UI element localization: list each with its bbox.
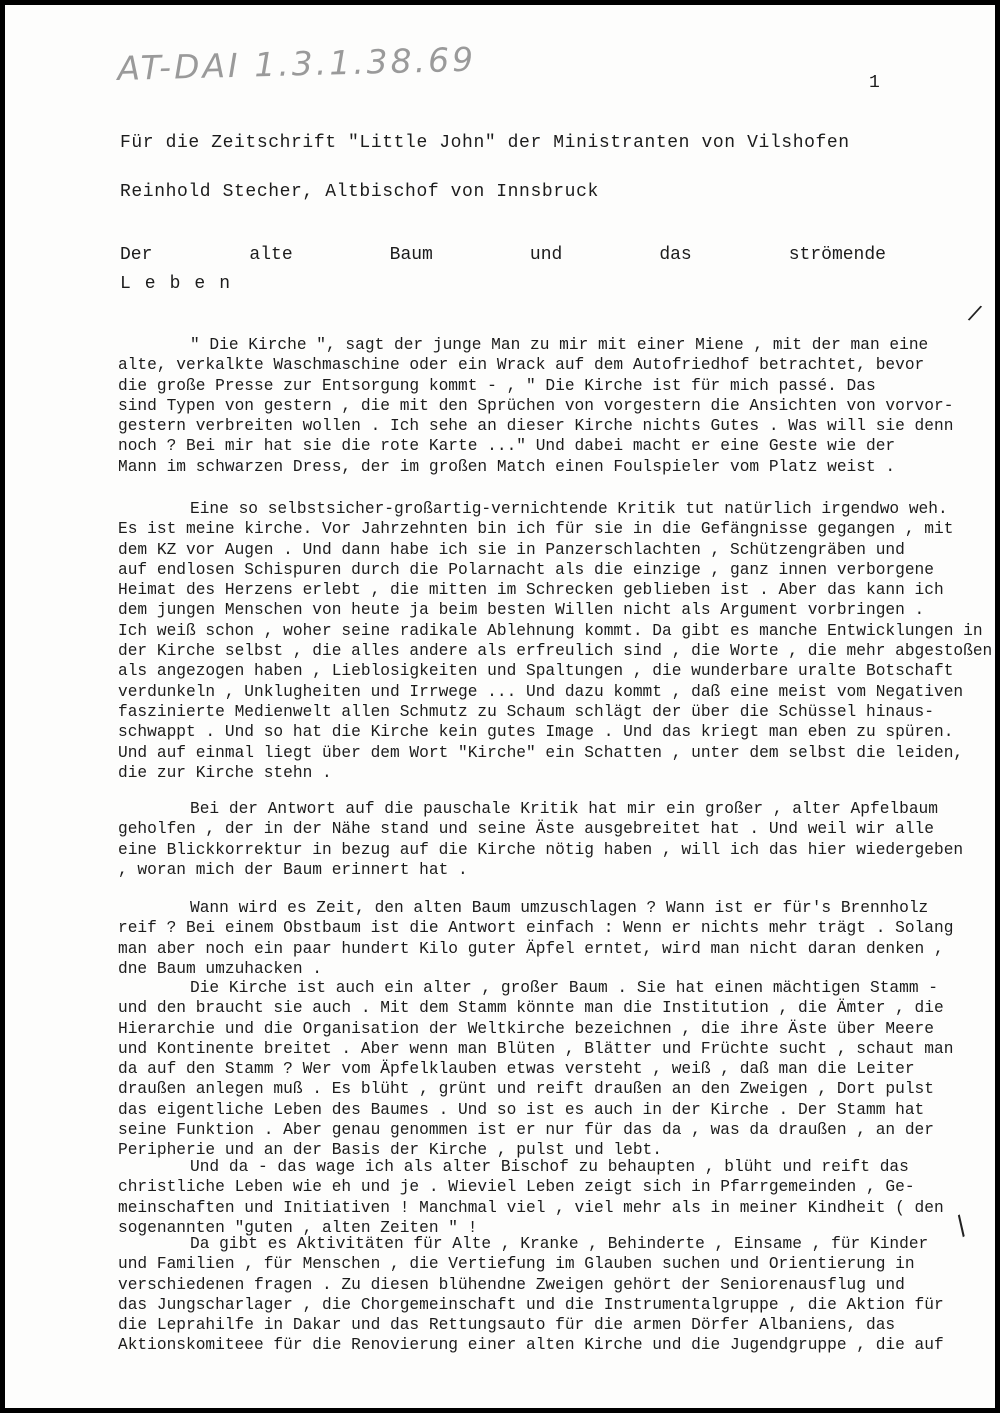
text-line: Eine so selbstsicher-großartig-vernichtende Kritik tut natürlich irgendwo weh. bbox=[190, 500, 948, 518]
text-line: verdunkeln , Unklugheiten und Irrwege ... Und dazu kommt , daß eine meist vom Negativen bbox=[118, 682, 964, 701]
title-letter: b bbox=[169, 274, 181, 294]
text-line: die Leprahilfe in Dakar und das Rettungsauto für die armen Dörfer Albaniens, das bbox=[118, 1316, 896, 1335]
text-line: und Familien , für Menschen , die Vertiefung im Glauben suchen und Orientierung in bbox=[118, 1255, 915, 1274]
text-line: meinschaften und Initiativen ! Manchmal viel , viel mehr als in meiner Kindheit ( den bbox=[118, 1198, 944, 1217]
text-line: das eigentliche Leben des Baumes . Und so ist es auch in der Kirche . Der Stamm hat bbox=[118, 1100, 925, 1119]
text-line: Wann wird es Zeit, den alten Baum umzuschlagen ? Wann ist er für's Brennholz bbox=[190, 899, 929, 917]
text-line: draußen anlegen muß . Es blüht , grünt und reift draußen an den Zweigen , Dort pulst bbox=[118, 1080, 934, 1099]
text-line: alte, verkalkte Waschmaschine oder ein Wrack auf dem Autofriedhof betrachtet, bevor bbox=[118, 356, 925, 375]
text-line: Die Kirche ist auch ein alter , großer Baum . Sie hat einen mächtigen Stamm - bbox=[190, 979, 938, 997]
text-line: dem KZ vor Augen . Und dann habe ich sie in Panzerschlachten , Schützengräben und bbox=[118, 540, 905, 559]
text-line: die große Presse zur Entsorgung kommt - , " Die Kirche ist für mich passé. Das bbox=[118, 376, 876, 395]
text-line: , woran mich der Baum erinnert hat . bbox=[118, 860, 468, 879]
text-line: verschiedenen fragen . Zu diesen blühendne Zweigen gehört der Seniorenausflug und bbox=[118, 1275, 905, 1294]
title-word: Baum bbox=[389, 245, 433, 265]
text-line: Es ist meine kirche. Vor Jahrzehnten bin ich für sie in die Gefängnisse gegangen , mit bbox=[118, 520, 954, 539]
text-line: gestern verbreiten wollen . Ich sehe an dieser Kirche nichts Gutes . Was will sie denn bbox=[118, 417, 954, 436]
title-word: alte bbox=[249, 245, 293, 265]
title-word: das bbox=[659, 245, 692, 265]
text-line: dne Baum umzuhacken . bbox=[118, 959, 322, 978]
paragraph-5 bbox=[118, 978, 973, 1161]
paragraph-4 bbox=[118, 898, 973, 979]
paragraph-2 bbox=[118, 499, 993, 783]
text-line: und Kontinente breitet . Aber wenn man Blüten , Blätter und Früchte sucht , schaut man bbox=[118, 1039, 954, 1058]
author-line: Reinhold Stecher, Altbischof von Innsbruck bbox=[120, 182, 599, 202]
title-letter: e bbox=[144, 274, 156, 294]
title-word: Der bbox=[120, 245, 153, 265]
text-line: Da gibt es Aktivitäten für Alte , Kranke , Behinderte , Einsame , für Kinder bbox=[190, 1235, 929, 1253]
title-letter: n bbox=[219, 274, 230, 294]
text-line: Ich weiß schon , woher seine radikale Ablehnung kommt. Da gibt es manche Entwicklungen in bbox=[118, 621, 983, 640]
text-line: faszinierte Medienwelt allen Schmutz zu Schaum schlägt der über die Schüssel hinaus- bbox=[118, 702, 934, 721]
paragraph-6 bbox=[118, 1157, 973, 1238]
page-number: 1 bbox=[869, 73, 880, 93]
text-line: auf endlosen Schispuren durch die Polarnacht als die einzige , ganz innen verborgene bbox=[118, 560, 934, 579]
text-line: " Die Kirche ", sagt der junge Man zu mir mit einer Miene , mit der man eine bbox=[190, 336, 929, 354]
text-line: noch ? Bei mir hat sie die rote Karte ..." Und dabei macht er eine Geste wie der bbox=[118, 437, 896, 456]
text-line: und den braucht sie auch . Mit dem Stamm könnte man die Institution , die Ämter , die bbox=[118, 999, 944, 1018]
title-word: und bbox=[529, 245, 563, 265]
text-line: eine Blickkorrektur in bezug auf die Kirche nötig haben , will ich das hier wiedergeben bbox=[118, 840, 964, 859]
title-letter: L bbox=[120, 274, 131, 294]
paragraph-1 bbox=[118, 335, 973, 477]
title-line-2 bbox=[120, 274, 230, 294]
text-line: reif ? Bei einem Obstbaum ist die Antwort einfach : Wenn er nichts mehr trägt . Solang bbox=[118, 919, 954, 938]
text-line: Und auf einmal liegt über dem Wort "Kirche" ein Schatten , unter dem selbst die leiden, bbox=[118, 743, 964, 762]
text-line: Mann im schwarzen Dress, der im großen Match einen Foulspieler vom Platz weist . bbox=[118, 457, 896, 476]
text-line: die zur Kirche stehn . bbox=[118, 763, 332, 782]
title-line-1 bbox=[120, 245, 886, 265]
margin-pen-mark: / bbox=[966, 300, 984, 327]
text-line: schwappt . Und so hat die Kirche kein gutes Image . Und das kriegt man eben zu spüren. bbox=[118, 723, 954, 742]
text-line: als angezogen haben , Lieblosigkeiten und Spaltungen , die wunderbare uralte Botschaft bbox=[118, 662, 954, 681]
text-line: christliche Leben wie eh und je . Wieviel Leben zeigt sich in Pfarrgemeinden , Ge- bbox=[118, 1178, 915, 1197]
text-line: der Kirche selbst , die alles andere als erfreulich sind , die Worte , die mehr abgestoßen bbox=[118, 642, 993, 661]
text-line: Peripherie und an der Basis der Kirche , pulst und lebt. bbox=[118, 1141, 662, 1160]
text-line: das Jungscharlager , die Chorgemeinschaft und die Instrumentalgruppe , die Aktion für bbox=[118, 1295, 944, 1314]
text-line: geholfen , der in der Nähe stand und seine Äste ausgebreitet hat . Und weil wir alle bbox=[118, 820, 934, 839]
text-line: da auf den Stamm ? Wer vom Äpfelklauben etwas versteht , weiß , daß man die Leiter bbox=[118, 1060, 915, 1079]
text-line: sind Typen von gestern , die mit den Sprüchen von vorgestern die Ansichten von vorvor- bbox=[118, 396, 954, 415]
text-line: dem jungen Menschen von heute ja beim besten Willen nicht als Argument vorbringen . bbox=[118, 601, 925, 620]
text-line: Bei der Antwort auf die pauschale Kritik hat mir ein großer , alter Apfelbaum bbox=[190, 800, 938, 818]
text-line: Aktionskomiteee für die Renovierung einer alten Kirche und die Jugendgruppe , die auf bbox=[118, 1336, 944, 1355]
title-letter: e bbox=[194, 274, 206, 294]
text-line: man aber noch ein paar hundert Kilo guter Äpfel erntet, wird man nicht daran denken , bbox=[118, 939, 944, 958]
title-word: strömende bbox=[788, 245, 886, 265]
text-line: Heimat des Herzens erlebt , die mitten im Schrecken geblieben ist . Aber das kann ich bbox=[118, 581, 944, 600]
text-line: seine Funktion . Aber genau genommen ist er nur für das da , was da draußen , an der bbox=[118, 1121, 934, 1140]
text-line: Hierarchie und die Organisation der Weltkirche bezeichnen , die ihre Äste über Meere bbox=[118, 1019, 934, 1038]
paragraph-3 bbox=[118, 799, 973, 880]
publication-line: Für die Zeitschrift "Little John" der Ministranten von Vilshofen bbox=[120, 133, 850, 153]
paragraph-7 bbox=[118, 1234, 973, 1356]
text-line: Und da - das wage ich als alter Bischof zu behaupten , blüht und reift das bbox=[190, 1158, 909, 1176]
text-line: sogenannten "guten , alten Zeiten " ! bbox=[118, 1218, 478, 1237]
margin-pen-mark: / bbox=[950, 1210, 973, 1242]
archive-stamp: AT-DAI 1.3.1.38.69 bbox=[117, 39, 477, 88]
